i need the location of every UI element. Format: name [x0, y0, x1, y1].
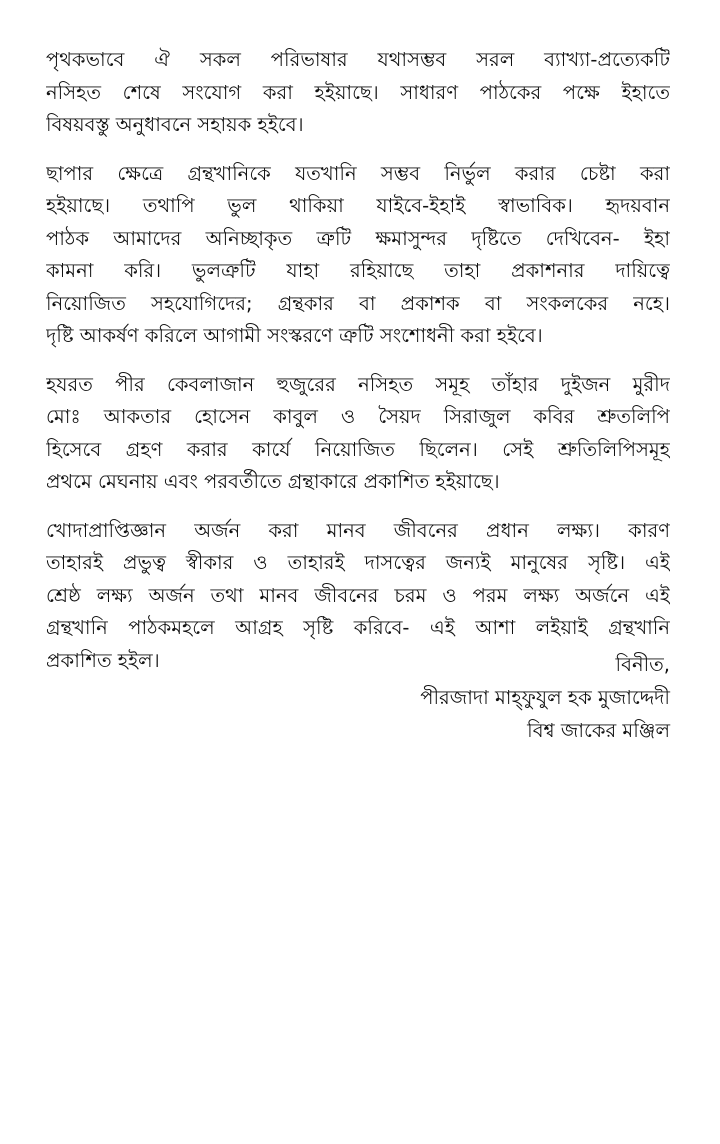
text-line: নিয়োজিত সহযোগিদের; গ্রন্থকার বা প্রকাশক বা সংকলকের নহে।: [46, 291, 670, 315]
text-line: পৃথকভাবে ঐ সকল পরিভাষার যথাসম্ভব সরল ব্যাখ্যা-প্রত্যেকটি: [46, 48, 670, 71]
document-body: [46, 44, 670, 693]
text-line: প্রকাশিত হইল।: [46, 648, 160, 672]
text-line: পাঠক আমাদের অনিচ্ছাকৃত ত্রুটি ক্ষমাসুন্দর দৃষ্টিতে দেখিবেন- ইহা: [46, 226, 670, 250]
signature-block: [420, 648, 670, 747]
text-line: ছাপার ক্ষেত্রে গ্রন্থখানিকে যতখানি সম্ভব নির্ভুল করার চেষ্টা করা: [46, 161, 670, 185]
paragraph-terminology: [46, 44, 670, 142]
paragraph-transcription: [46, 369, 670, 499]
text-line: শ্রেষ্ঠ লক্ষ্য অর্জন তথা মানব জীবনের চরম ও পরম লক্ষ্য অর্জনে এই: [46, 583, 670, 607]
signature-organization: বিশ্ব জাকের মঞ্জিল: [527, 719, 670, 742]
text-line: কামনা করি। ভুলত্রুটি যাহা রহিয়াছে তাহা প্রকাশনার দায়িত্বে: [46, 259, 670, 282]
text-line: হইয়াছে। তথাপি ভুল থাকিয়া যাইবে-ইহাই স্বাভাবিক। হৃদয়বান: [46, 194, 670, 217]
text-line: প্রথমে মেঘনায় এবং পরবর্তীতে গ্রন্থাকারে প্রকাশিত হইয়াছে।: [46, 470, 500, 493]
text-line: হযরত পীর কেবলাজান হুজুরের নসিহত সমূহ তাঁহার দুইজন মুরীদ: [46, 372, 670, 396]
text-line: দৃষ্টি আকর্ষণ করিলে আগামী সংস্করণে ত্রুটি সংশোধনী করা হইবে।: [46, 324, 543, 347]
text-line: গ্রন্থখানি পাঠকমহলে আগ্রহ সৃষ্টি করিবে- এই আশা লইয়াই গ্রন্থখানি: [46, 616, 670, 639]
text-line: খোদাপ্রাপ্তিজ্ঞান অর্জন করা মানব জীবনের প্রধান লক্ষ্য। কারণ: [46, 518, 670, 542]
paragraph-printing-errors: [46, 158, 670, 353]
text-line: বিষয়বস্তু অনুধাবনে সহায়ক হইবে।: [46, 113, 304, 136]
text-line: হিসেবে গ্রহণ করার কার্যে নিয়োজিত ছিলেন। সেই শ্রুতিলিপিসমূহ: [46, 437, 670, 461]
signature-name: পীরজাদা মাহ্‌ফুযুল হক মুজাদ্দেদী: [420, 686, 670, 709]
text-line: তাহারই প্রভুত্ব স্বীকার ও তাহারই দাসত্বের জন্যই মানুষের সৃষ্টি। এই: [46, 551, 670, 574]
text-line: নসিহত শেষে সংযোগ করা হইয়াছে। সাধারণ পাঠকের পক্ষে ইহাতে: [46, 80, 670, 104]
signature-closing: বিনীত,: [615, 653, 670, 676]
text-line: মোঃ আকতার হোসেন কাবুল ও সৈয়দ সিরাজুল কবির শ্রুতলিপি: [46, 405, 670, 428]
